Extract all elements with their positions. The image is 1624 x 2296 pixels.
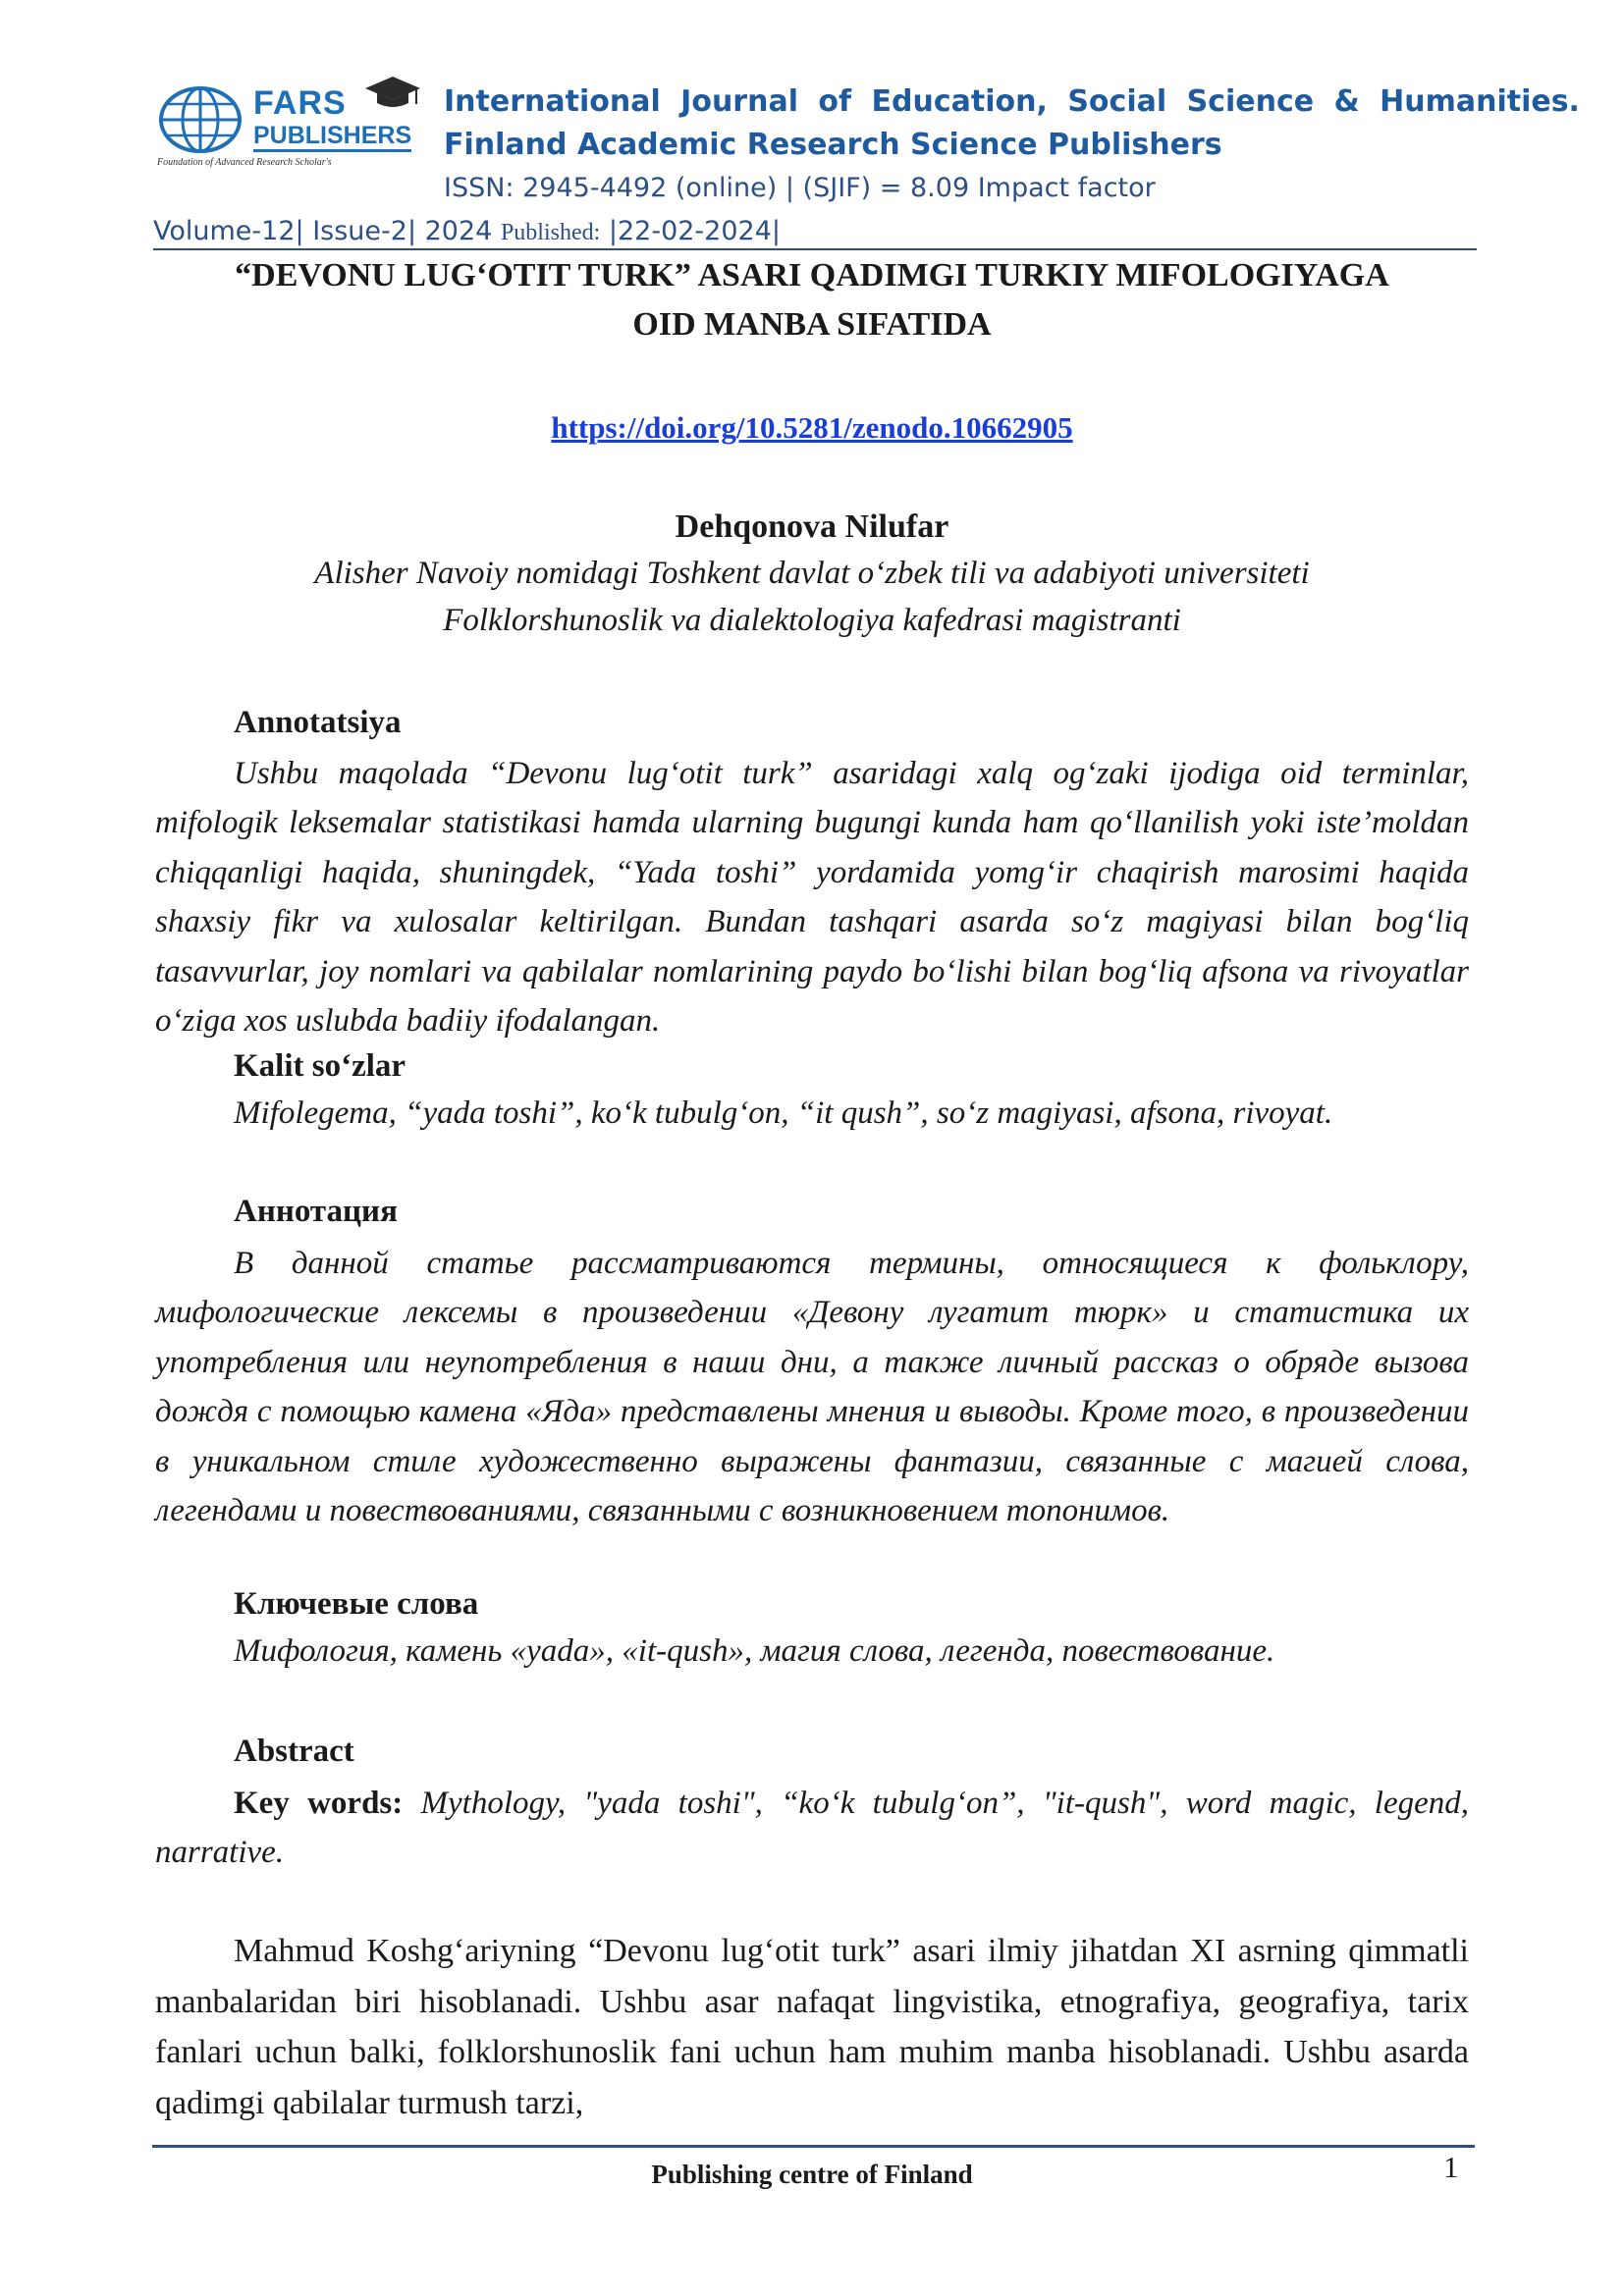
volume-issue: Volume-12| Issue-2| 2024 bbox=[153, 216, 493, 246]
author-name: Dehqonova Nilufar bbox=[675, 508, 949, 545]
journal-header bbox=[149, 79, 1580, 226]
logo-tagline: Foundation of Advanced Research Scholar's bbox=[157, 157, 332, 168]
footer-publisher: Publishing centre of Finland bbox=[651, 2160, 973, 2189]
journal-title: International Journal of Education, Social Science & Humanities. bbox=[444, 84, 1580, 119]
annotatsiya-ru-text: В данной статье рассматриваются термины, относящиеся к фольклору, мифологические лексемы в произведении «Девону лугатит тюрк» и статистика их употребления или неупотребления в наши дни, а также личный рассказ о обряде вызова дождя с помощью камена «Яда» представлены мнения и выводы. Кроме того, в произведении в уникальном стиле художественно выражены фантазии, связанные с магией слова, легендами и повествованиями, связанными с возникновением топонимов. bbox=[155, 1246, 1469, 1529]
body-paragraph-1: Mahmud Koshg‘ariyning “Devonu lug‘otit turk” asari ilmiy jihatdan XI asrning qimmatli manbalaridan biri hisoblanadi. Ushbu asar nafaqat lingvistika, etnografiya, geografiya, tarix fanlari uchun balki, folklorshunoslik fani uchun ham muhim manba hisoblanadi. Ushbu asarda qadimgi qabilalar turmush tarzi, bbox=[155, 1933, 1469, 2121]
klyuchevye-slova-heading: Ключевые слова bbox=[234, 1586, 479, 1622]
doi-link[interactable]: https://doi.org/10.5281/zenodo.10662905 bbox=[551, 410, 1073, 445]
page-number: 1 bbox=[1443, 2150, 1459, 2184]
volume-line bbox=[153, 216, 1477, 250]
publisher-logo bbox=[149, 79, 444, 169]
klyuchevye-slova-text: Мифология, камень «yada», «it-qush», магия слова, легенда, повествование. bbox=[234, 1633, 1275, 1669]
publisher-name: Finland Academic Research Science Publishers bbox=[444, 128, 1222, 162]
kalit-sozlar-heading: Kalit so‘zlar bbox=[234, 1048, 406, 1084]
article-title-line-1: “DEVONU LUG‘OTIT TURK” ASARI QADIMGI TURKIY MIFOLOGIYAGA bbox=[235, 257, 1389, 294]
annotatsiya-ru-heading: Аннотация bbox=[234, 1194, 398, 1229]
logo-fars-text: FARS bbox=[253, 84, 347, 122]
affiliation-line-1: Alisher Navoiy nomidagi Toshkent davlat o‘zbek tili va adabiyoti universiteti bbox=[314, 556, 1310, 591]
footer-divider bbox=[152, 2145, 1475, 2148]
issn-line: ISSN: 2945-4492 (online) | (SJIF) = 8.09 Impact factor bbox=[444, 173, 1156, 203]
kalit-sozlar-text: Mifolegema, “yada toshi”, ko‘k tubulg‘on, “it qush”, so‘z magiyasi, afsona, rivoyat. bbox=[234, 1095, 1333, 1131]
published-label: Published: bbox=[500, 220, 601, 245]
graduation-cap-icon bbox=[363, 73, 422, 112]
published-date: |22-02-2024| bbox=[608, 216, 781, 246]
affiliation-line-2: Folklorshunoslik va dialektologiya kafedrasi magistranti bbox=[443, 603, 1181, 638]
article-title-line-2: OID MANBA SIFATIDA bbox=[632, 306, 992, 343]
keywords-en-paragraph bbox=[155, 1779, 1469, 1878]
logo-publishers-text: PUBLISHERS bbox=[253, 122, 411, 152]
keywords-en-text: Mythology, "yada toshi", “ko‘k tubulg‘on”, "it-qush", word magic, legend, narrative. bbox=[155, 1786, 1470, 1871]
annotatsiya-heading: Annotatsiya bbox=[234, 705, 402, 740]
abstract-heading: Abstract bbox=[234, 1734, 354, 1769]
globe-icon bbox=[149, 82, 257, 161]
annotatsiya-text: Ushbu maqolada “Devonu lug‘otit turk” asaridagi xalq og‘zaki ijodiga oid terminlar, mifologik leksemalar statistikasi hamda ularning bugungi kunda ham qo‘llanilish yoki iste’moldan chiqqanligi haqida, shuningdek, “Yada toshi” yordamida yomg‘ir chaqirish marosimi haqida shaxsiy fikr va xulosalar keltirilgan. Bundan tashqari asarda so‘z magiyasi bilan bog‘liq tasavvurlar, joy nomlari va qabilalar nomlarining paydo bo‘lishi bilan bog‘liq afsona va rivoyatlar o‘ziga xos uslubda badiiy ifodalangan. bbox=[155, 756, 1469, 1040]
keywords-en-label: Key words: bbox=[234, 1786, 404, 1821]
